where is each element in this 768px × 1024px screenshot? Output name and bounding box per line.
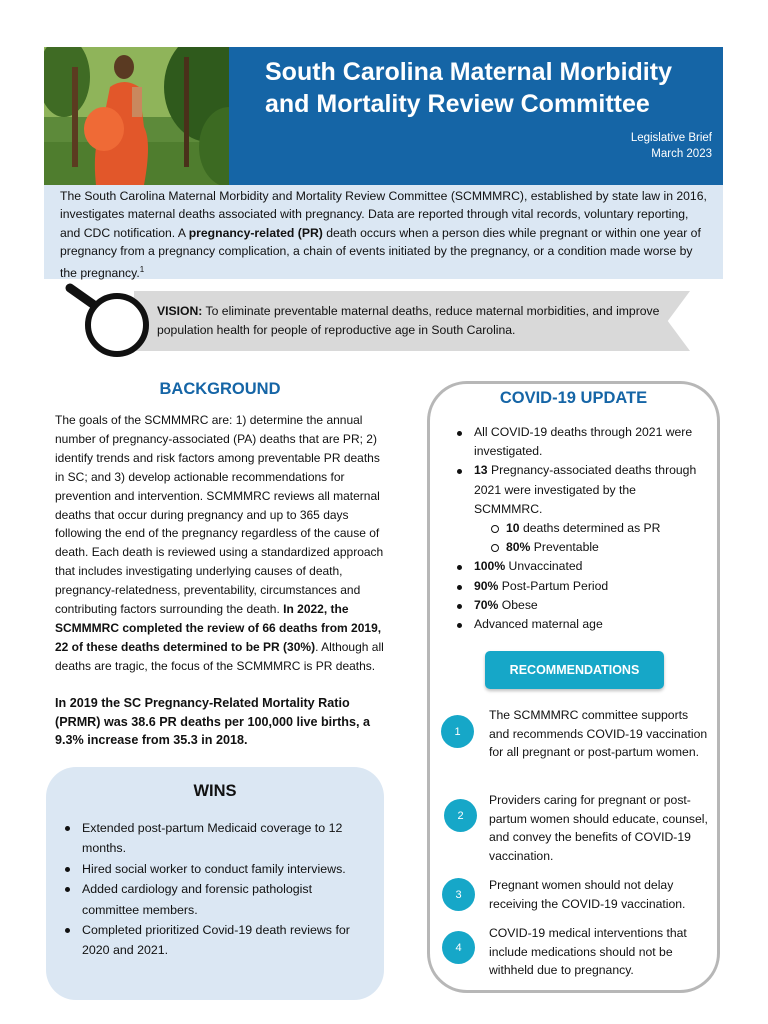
prmr-statement: In 2019 the SC Pregnancy-Related Mortality Ratio (PRMR) was 38.6 PR deaths per 100,000 live births, a 9.3% increase from 35.3 in 2018. xyxy=(55,696,370,747)
hero-photo xyxy=(44,47,242,185)
wins-item: Completed prioritized Covid-19 death reviews for 2020 and 2021. xyxy=(62,920,372,961)
covid-item: Advanced maternal age xyxy=(454,615,704,634)
page-title xyxy=(265,56,715,120)
rec-number-badge: 3 xyxy=(442,878,475,911)
wins-list xyxy=(62,818,372,961)
covid-item-number: 13 xyxy=(474,463,488,478)
background-body xyxy=(55,411,390,676)
covid-list xyxy=(454,423,704,634)
vision-text: To eliminate preventable maternal deaths, reduce maternal morbidities, and improve population health for people of reproductive age in South Carolina. xyxy=(157,304,660,337)
covid-item-text: Pregnancy-associated deaths through 2021 were investigated by the SCMMMRC. xyxy=(474,463,697,516)
intro-text-2: death occurs when a person dies while pregnant or within one year of pregnancy from a pregnancy complication, a chain of events initiated by the pregnancy, or a condition made worse by the pregnancy. xyxy=(60,225,701,280)
intro-bold: pregnancy-related (PR) xyxy=(188,225,323,240)
background-text-2: . Although all deaths are tragic, the focus of the SCMMMRC is PR deaths. xyxy=(55,639,384,673)
covid-item-text: Obese xyxy=(498,597,538,612)
covid-subitem-text: Preventable xyxy=(530,540,599,555)
title-line-2: and Mortality Review Committee xyxy=(265,90,650,118)
covid-subitem-number: 80% xyxy=(506,540,531,555)
rec-text: The SCMMMRC committee supports and recommends COVID-19 vaccination for all pregnant or post-partum women. xyxy=(489,708,708,759)
covid-item xyxy=(454,461,704,519)
background-bold: In 2022, the SCMMMRC completed the review of 66 deaths from 2019, 22 of these deaths determined to be PR (30%) xyxy=(55,602,382,654)
magnifier-icon xyxy=(62,280,152,365)
wins-item: Extended post-partum Medicaid coverage to 12 months. xyxy=(62,818,372,859)
covid-item-number: 70% xyxy=(474,597,499,612)
vision-label: VISION: xyxy=(157,304,203,318)
intro-text-1: The South Carolina Maternal Morbidity and Mortality Review Committee (SCMMMRC), established by state law in 2016, investigates maternal deaths associated with pregnancy. Data are reported through vital records, voluntary reporting, and CDC notification. A xyxy=(60,189,707,240)
rec-text: Providers caring for pregnant or post-partum women should educate, counsel, and convey the benefits of COVID-19 vaccination. xyxy=(489,793,708,863)
rec-number-badge: 2 xyxy=(444,799,477,832)
rec-number-badge: 4 xyxy=(442,931,475,964)
covid-item-number: 90% xyxy=(474,578,499,593)
recommendations-button[interactable]: RECOMMENDATIONS xyxy=(485,651,664,689)
covid-item xyxy=(454,577,704,596)
covid-subitem xyxy=(454,538,704,557)
vision-statement xyxy=(157,302,667,340)
covid-subitem-text: deaths determined as PR xyxy=(519,521,661,536)
covid-subitem xyxy=(454,519,704,538)
covid-item-text: Unvaccinated xyxy=(505,559,583,574)
intro-paragraph xyxy=(44,185,723,279)
brief-date: March 2023 xyxy=(651,148,712,160)
covid-item-text: Post-Partum Period xyxy=(498,578,609,593)
brief-type: Legislative Brief xyxy=(630,132,712,144)
rec-text: Pregnant women should not delay receiving the COVID-19 vaccination. xyxy=(489,878,686,911)
covid-item xyxy=(454,596,704,615)
title-line-1: South Carolina Maternal Morbidity xyxy=(265,58,672,86)
background-text-1: The goals of the SCMMMRC are: 1) determine the annual number of pregnancy-associated (PA) deaths that are PR; 2) identify trends and risk factors among preventable PR deaths in SC; and 3) develop actionable recommendations for prevention and intervention. SCMMMRC reviews all maternal deaths that occur during pregnancy and up to 365 days following the end of the pregnancy regardless of the cause of death. Each death is reviewed using a standardized approach that includes investigating underlying causes of death, pregnancy-relatedness, preventability, circumstances and contributing factors surrounding the death. xyxy=(55,413,384,617)
wins-item: Hired social worker to conduct family interviews. xyxy=(62,859,372,879)
covid-item-number: 100% xyxy=(474,559,506,574)
wins-item: Added cardiology and forensic pathologist committee members. xyxy=(62,879,372,920)
rec-number-badge: 1 xyxy=(441,715,474,748)
covid-heading: COVID-19 UPDATE xyxy=(499,389,648,407)
wins-heading: WINS xyxy=(193,782,237,800)
background-heading: BACKGROUND xyxy=(159,380,281,398)
covid-item xyxy=(454,557,704,576)
rec-text: COVID-19 medical interventions that include medications should not be withheld due to pregnancy. xyxy=(489,926,687,977)
intro-footnote: 1 xyxy=(139,264,145,274)
brief-info xyxy=(631,130,712,162)
covid-subitem-number: 10 xyxy=(506,521,520,536)
covid-item: All COVID-19 deaths through 2021 were investigated. xyxy=(454,423,704,461)
